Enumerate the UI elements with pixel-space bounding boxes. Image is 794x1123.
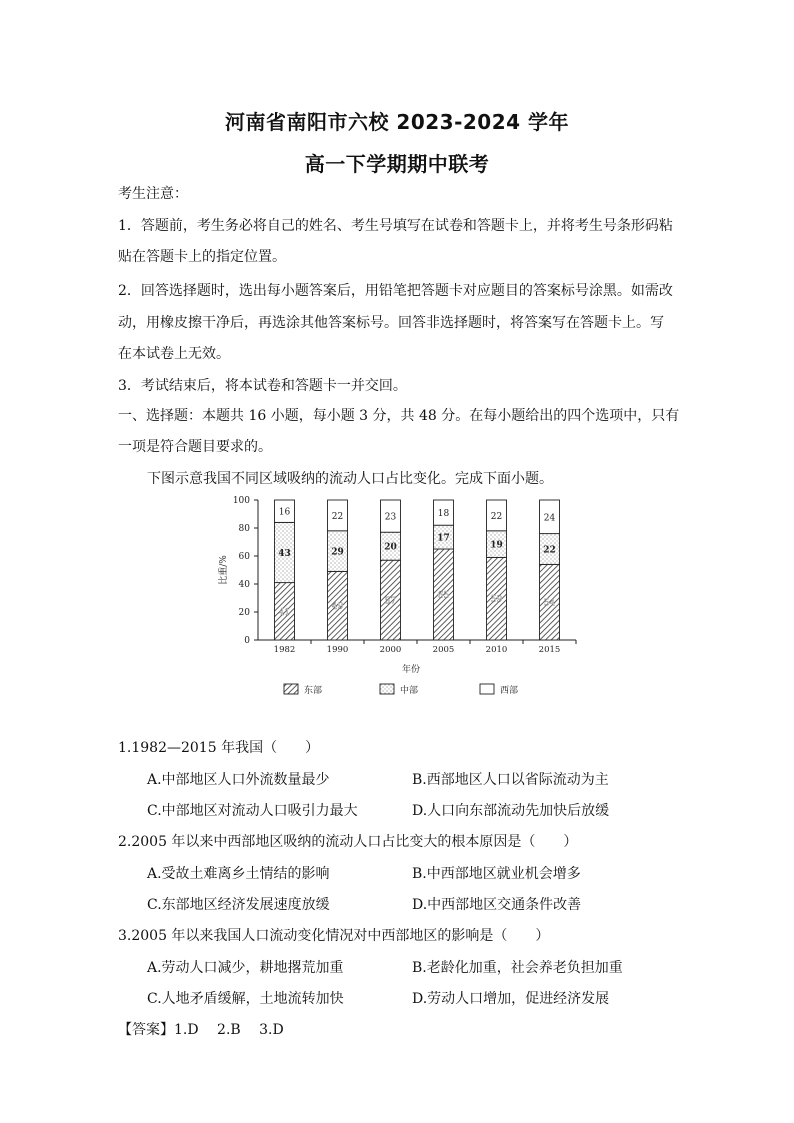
data-label: 22 [490, 511, 503, 522]
question-3-option-a: A.劳动人口减少，耕地撂荒加重 [147, 960, 344, 976]
x-tick-label: 1990 [326, 645, 349, 655]
x-tick-label: 2000 [379, 645, 402, 655]
data-label: 54 [543, 598, 556, 609]
chart-intro: 下图示意我国不同区域吸纳的流动人口占比变化。完成下面小题。 [147, 471, 553, 487]
data-label: 22 [543, 545, 556, 556]
question-1-stem: 1.1982—2015 年我国（ ） [118, 740, 320, 756]
y-axis-label: 比重/% [219, 555, 229, 585]
data-label: 65 [437, 591, 450, 601]
y-tick-label: 40 [238, 580, 250, 590]
notice-heading: 考生注意： [118, 186, 188, 202]
notice-2-line3: 在本试卷上无效。 [118, 346, 230, 362]
notice-2-line1: 2．回答选择题时，选出每小题答案后，用铅笔把答题卡对应题目的答案标号涂黑。如需改 [118, 283, 673, 299]
data-label: 59 [490, 595, 503, 606]
x-tick-label: 1982 [273, 645, 296, 655]
question-1-option-b: B.西部地区人口以省际流动为主 [412, 772, 609, 788]
section-heading-line2: 一项是符合题目要求的。 [118, 439, 272, 455]
stacked-bar-chart [214, 490, 594, 704]
document-title-line2: 高一下学期期中联考 [304, 152, 490, 176]
legend-swatch-west [480, 684, 494, 694]
legend-label: 东部 [304, 686, 323, 696]
y-tick-label: 100 [232, 496, 250, 506]
section-heading-line1: 一、选择题：本题共 16 小题，每小题 3 分，共 48 分。在每小题给出的四个选项中，只有 [118, 408, 680, 424]
question-2-option-c: C.东部地区经济发展速度放缓 [147, 897, 330, 913]
data-label: 16 [278, 507, 291, 518]
data-label: 43 [278, 549, 291, 559]
x-tick-label: 2010 [485, 645, 508, 655]
legend-swatch-east [284, 684, 298, 694]
question-1-option-c: C.中部地区对流动人口吸引力最大 [147, 803, 358, 819]
y-tick-label: 20 [238, 608, 250, 618]
chart-svg [214, 490, 594, 700]
question-3-option-d: D.劳动人口增加，促进经济发展 [412, 991, 610, 1007]
question-3-option-b: B.老龄化加重，社会养老负担加重 [412, 960, 623, 976]
notice-3: 3．考试结束后，将本试卷和答题卡一并交回。 [118, 378, 407, 394]
data-label: 23 [384, 512, 397, 523]
document-title-line1: 河南省南阳市六校 2023-2024 学年 [224, 110, 570, 134]
data-label: 18 [437, 509, 450, 520]
notice-1-line2: 贴在答题卡上的指定位置。 [118, 249, 286, 265]
question-2-option-b: B.中西部地区就业机会增多 [412, 866, 581, 882]
answer-line [118, 1019, 284, 1039]
x-tick-label: 2015 [538, 645, 561, 655]
notice-2-line2: 动，用橡皮擦干净后，再选涂其他答案标号。回答非选择题时，将答案写在答题卡上。写 [118, 315, 664, 331]
data-label: 19 [490, 540, 503, 551]
question-1-option-a: A.中部地区人口外流数量最少 [147, 772, 330, 788]
answer-label: 【答案】 [118, 1022, 174, 1038]
data-label: 41 [278, 607, 291, 618]
legend-swatch-central [380, 684, 394, 694]
data-label: 22 [331, 511, 344, 522]
question-1-option-d: D.人口向东部流动先加快后放缓 [412, 803, 610, 819]
x-tick-label: 2005 [432, 645, 455, 655]
question-2-stem: 2.2005 年以来中西部地区吸纳的流动人口占比变大的根本原因是（ ） [118, 834, 578, 850]
y-tick-label: 0 [244, 636, 250, 646]
data-label: 17 [437, 533, 450, 544]
data-label: 57 [384, 596, 397, 607]
data-label: 49 [331, 602, 344, 613]
notice-1-line1: 1．答题前，考生务必将自己的姓名、考生号填写在试卷和答题卡上，并将考生号条形码粘 [118, 218, 673, 234]
legend-label: 中部 [400, 686, 419, 696]
answer-text: 1.D 2.B 3.D [174, 1022, 284, 1038]
y-tick-label: 80 [238, 524, 250, 534]
data-label: 29 [331, 547, 344, 558]
x-axis-label: 年份 [401, 665, 421, 675]
question-3-option-c: C.人地矛盾缓解，土地流转加快 [147, 991, 344, 1007]
question-3-stem: 3.2005 年以来我国人口流动变化情况对中西部地区的影响是（ ） [118, 928, 550, 944]
y-tick-label: 60 [238, 552, 250, 562]
question-2-option-d: D.中西部地区交通条件改善 [412, 897, 582, 913]
data-label: 24 [543, 513, 556, 524]
data-label: 20 [384, 542, 397, 553]
legend-label: 西部 [500, 686, 519, 696]
question-2-option-a: A.受故土难离乡土情结的影响 [147, 866, 330, 882]
